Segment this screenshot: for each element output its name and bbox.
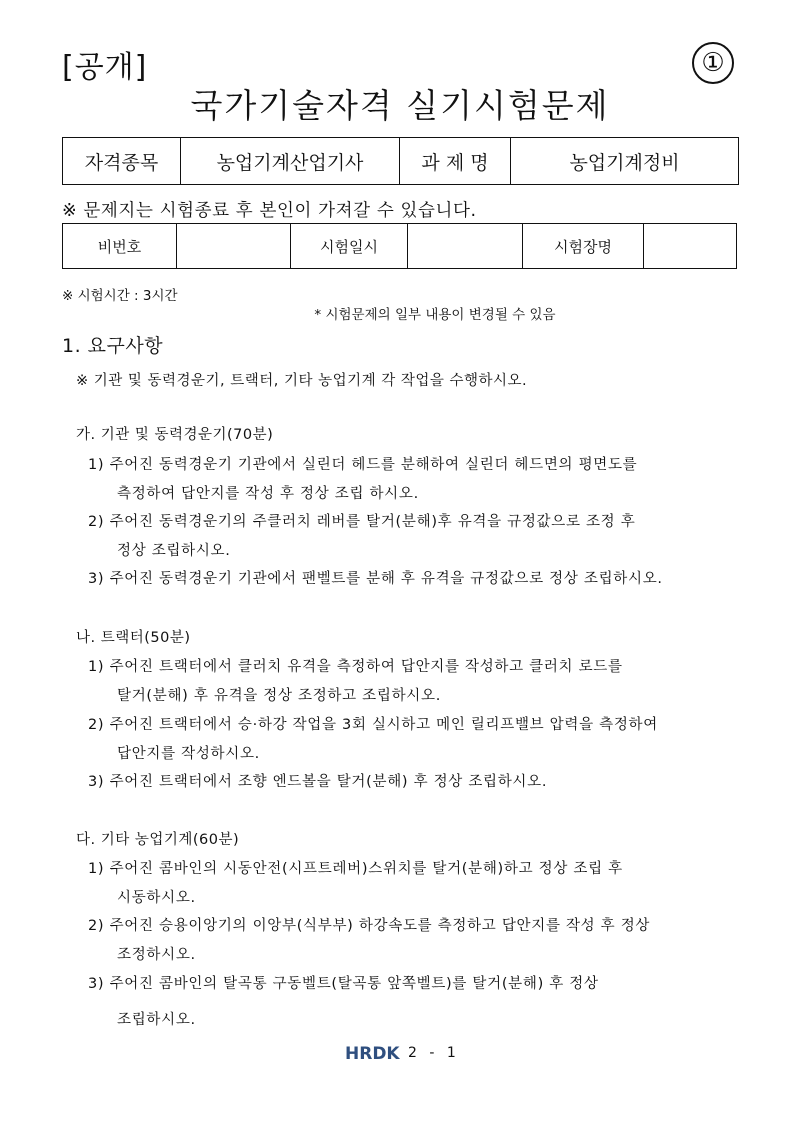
list-item-continuation: 답안지를 작성하시오. — [117, 746, 260, 762]
list-item: 2) 주어진 승용이앙기의 이앙부(식부부) 하강속도를 측정하고 답안지를 작성 후 정상 — [88, 918, 651, 934]
change-note: * 시험문제의 일부 내용이 변경될 수 있음 — [314, 307, 556, 323]
sheet-number: ① — [692, 42, 734, 84]
list-item-continuation: 정상 조립하시오. — [117, 543, 231, 559]
list-item: 2) 주어진 동력경운기의 주클러치 레버를 탈거(분해)후 유격을 규정값으로 조정 후 — [88, 514, 636, 530]
list-item: 1) 주어진 동력경운기 기관에서 실린더 헤드를 분해하여 실린더 헤드면의 평면도를 — [88, 457, 638, 473]
list-item: 1) 주어진 콤바인의 시동안전(시프트레버)스위치를 탈거(분해)하고 정상 조립 후 — [88, 861, 623, 877]
requirements-title: 1. 요구사항 — [62, 335, 164, 357]
exam-place-value — [644, 224, 737, 269]
list-item-continuation: 측정하여 답안지를 작성 후 정상 조립 하시오. — [117, 486, 419, 502]
exam-place-label: 시험장명 — [523, 224, 644, 269]
list-item-continuation: 탈거(분해) 후 유격을 정상 조정하고 조립하시오. — [117, 688, 441, 704]
list-item: 1) 주어진 트랙터에서 클러치 유격을 측정하여 답안지를 작성하고 클러치 로드를 — [88, 659, 623, 675]
notice-text: ※ 문제지는 시험종료 후 본인이 가져갈 수 있습니다. — [62, 201, 477, 221]
list-item: 3) 주어진 트랙터에서 조향 엔드볼을 탈거(분해) 후 정상 조립하시오. — [88, 774, 548, 790]
requirements-instruction: ※ 기관 및 동력경운기, 트랙터, 기타 농업기계 각 작업을 수행하시오. — [76, 373, 528, 389]
list-item-continuation: 조정하시오. — [117, 947, 196, 963]
secret-number-label: 비번호 — [63, 224, 177, 269]
page-number: 2 - 1 — [408, 1045, 460, 1061]
exam-date-value — [408, 224, 523, 269]
candidate-info-table — [62, 223, 737, 269]
list-item: 3) 주어진 콤바인의 탈곡통 구동벨트(탈곡통 앞쪽벨트)를 탈거(분해) 후 정상 — [88, 976, 599, 992]
exam-date-label: 시험일시 — [291, 224, 408, 269]
subject-label: 과 제 명 — [400, 138, 511, 185]
hrdk-logo: HRDK — [345, 1044, 400, 1064]
section-title: 나. 트랙터(50분) — [76, 630, 191, 646]
document-title: 국가기술자격 실기시험문제 — [190, 86, 610, 125]
list-item: 3) 주어진 동력경운기 기관에서 팬벨트를 분해 후 유격을 규정값으로 정상 조립하시오. — [88, 571, 663, 587]
exam-info-table — [62, 137, 739, 185]
list-item-continuation: 시동하시오. — [117, 890, 196, 906]
qualification-label: 자격종목 — [63, 138, 181, 185]
section-title: 가. 기관 및 동력경운기(70분) — [76, 427, 274, 443]
subject-value: 농업기계정비 — [511, 138, 739, 185]
section-title: 다. 기타 농업기계(60분) — [76, 832, 240, 848]
public-label: [공개] — [62, 50, 148, 85]
list-item: 2) 주어진 트랙터에서 승·하강 작업을 3회 실시하고 메인 릴리프밸브 압력을 측정하여 — [88, 717, 658, 733]
qualification-value: 농업기계산업기사 — [181, 138, 400, 185]
secret-number-value — [177, 224, 291, 269]
list-item-continuation: 조립하시오. — [117, 1012, 196, 1028]
exam-time: ※ 시험시간 : 3시간 — [62, 288, 178, 304]
